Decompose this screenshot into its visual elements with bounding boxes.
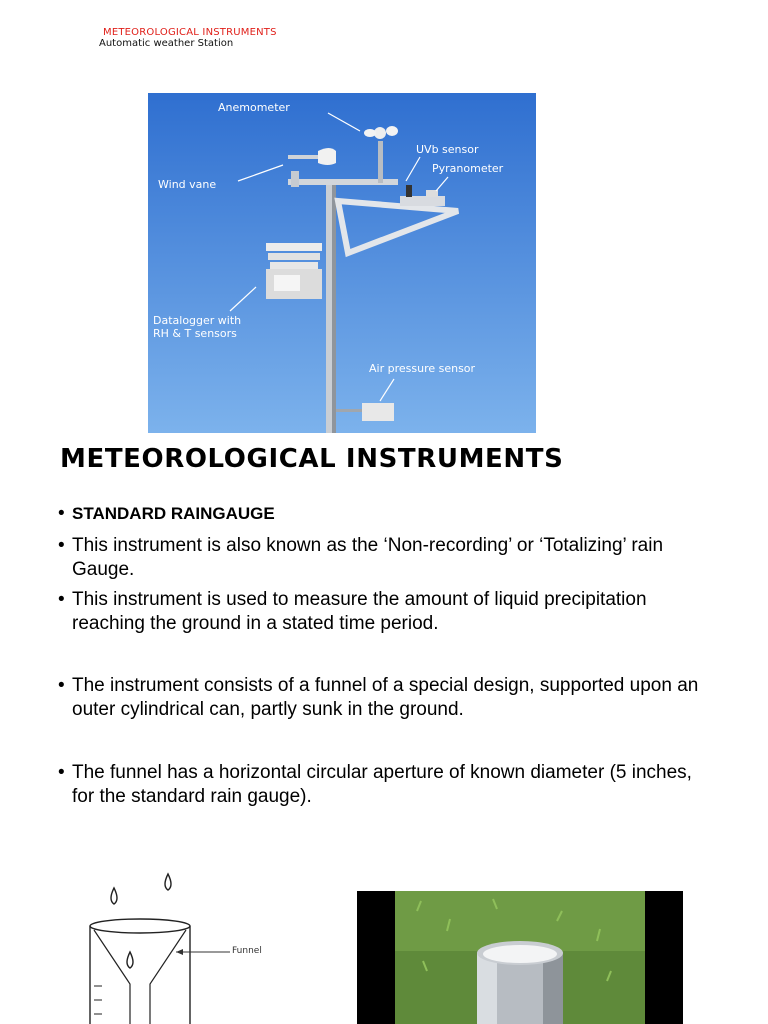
label-air-pressure-sensor: Air pressure sensor bbox=[369, 362, 476, 375]
label-datalogger: Datalogger with RH & T sensors bbox=[153, 314, 242, 340]
weather-station-image bbox=[148, 93, 536, 433]
raingauge-diagram bbox=[80, 866, 280, 1024]
raingauge-photo bbox=[357, 891, 683, 1024]
list-item-text: This instrument is used to measure the amount of liquid precipitation reaching the ground in a stated time period. bbox=[72, 589, 647, 634]
list-item bbox=[58, 502, 718, 526]
list-item-text: The instrument consists of a funnel of a special design, supported upon an outer cylindrical can, partly sunk in the ground. bbox=[72, 675, 699, 720]
bullet-icon: • bbox=[58, 589, 65, 610]
list-item bbox=[58, 674, 718, 722]
bullet-icon: • bbox=[58, 503, 65, 524]
label-anemometer: Anemometer bbox=[218, 101, 290, 114]
header-title: METEOROLOGICAL INSTRUMENTS bbox=[103, 27, 277, 38]
bullet-icon: • bbox=[58, 762, 65, 783]
label-uvb-sensor: UVb sensor bbox=[416, 143, 479, 156]
bullet-icon: • bbox=[58, 675, 65, 696]
list-item bbox=[58, 534, 718, 582]
list-item-text: STANDARD RAINGAUGE bbox=[72, 504, 275, 523]
list-item-text: This instrument is also known as the ‘Non-recording’ or ‘Totalizing’ rain Gauge. bbox=[72, 535, 664, 580]
funnel-label: Funnel bbox=[232, 946, 262, 956]
page-title: METEOROLOGICAL INSTRUMENTS bbox=[60, 444, 564, 474]
label-pyranometer: Pyranometer bbox=[432, 162, 504, 175]
list-item bbox=[58, 588, 718, 636]
bullet-icon: • bbox=[58, 535, 65, 556]
list-item-text: The funnel has a horizontal circular aperture of known diameter (5 inches, for the standard rain gauge). bbox=[72, 762, 692, 807]
label-wind-vane: Wind vane bbox=[158, 178, 217, 191]
list-item bbox=[58, 761, 718, 809]
header-subtitle: Automatic weather Station bbox=[99, 38, 234, 49]
